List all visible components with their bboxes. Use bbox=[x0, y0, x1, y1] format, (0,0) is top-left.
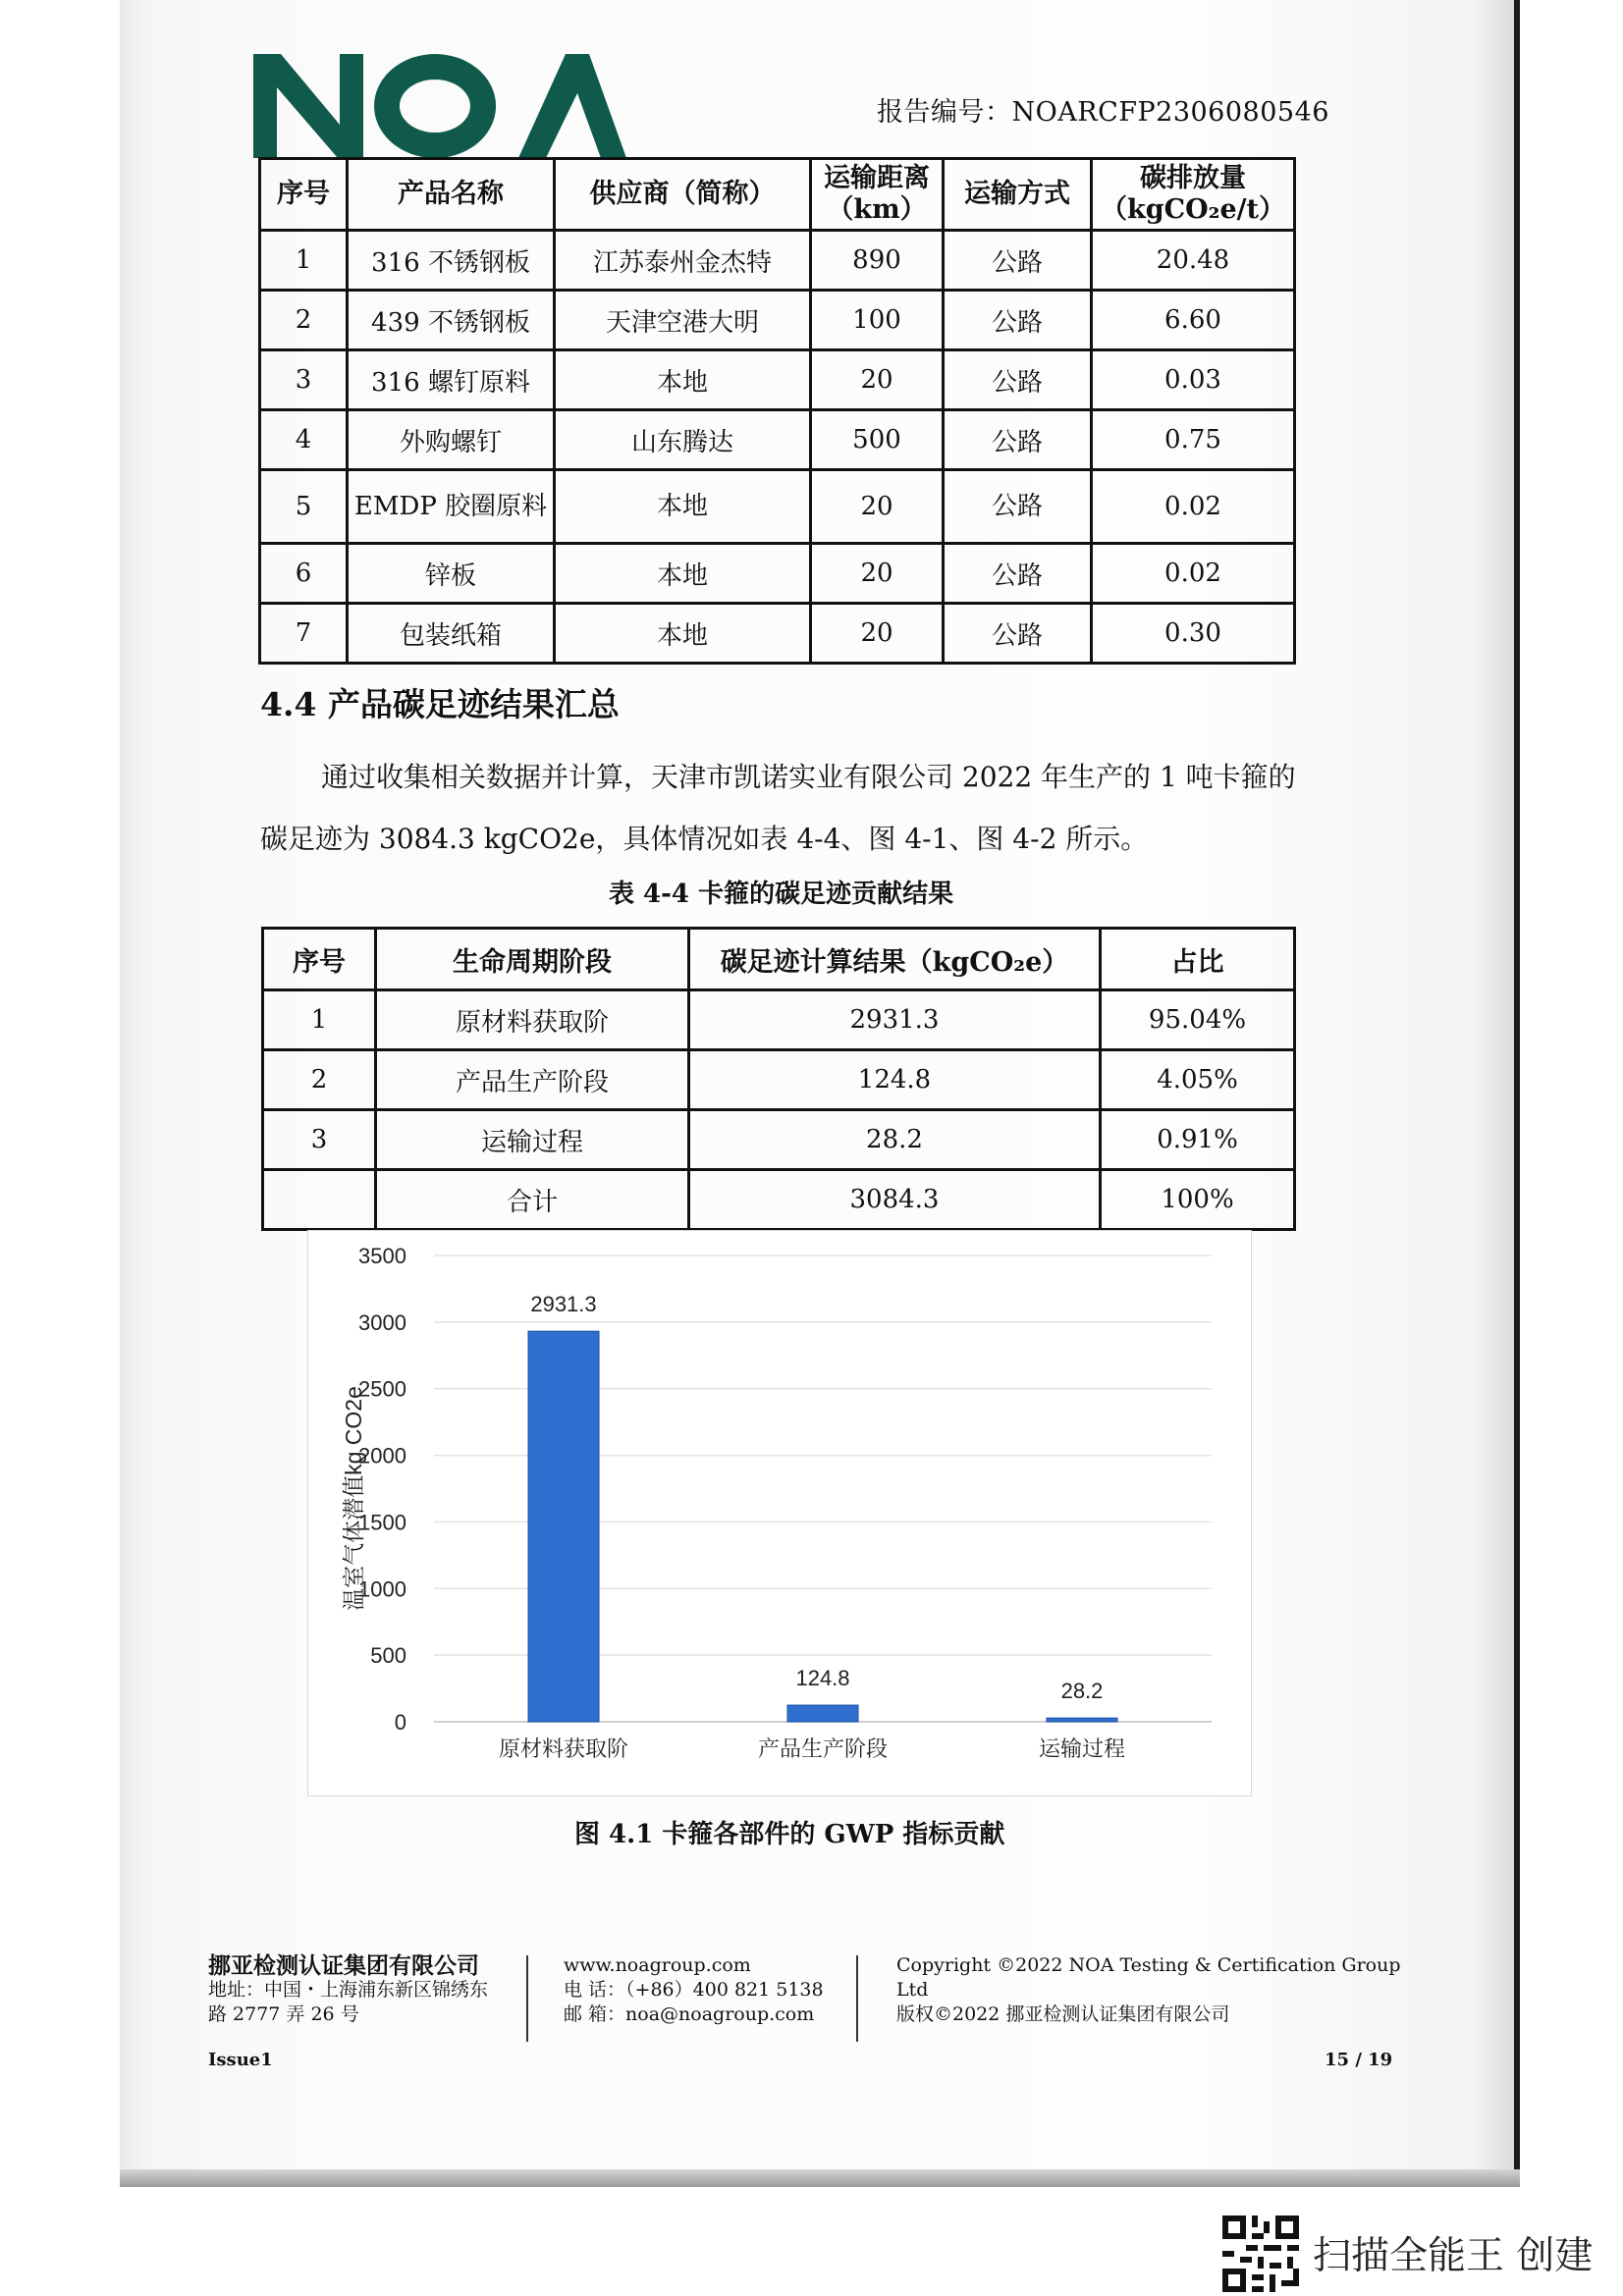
table-row bbox=[260, 470, 1295, 544]
data-label: 124.8 bbox=[795, 1666, 850, 1691]
table-row bbox=[260, 291, 1295, 350]
body-paragraph bbox=[260, 746, 1301, 870]
table-cell: 20 bbox=[811, 470, 944, 544]
table-row bbox=[260, 350, 1295, 410]
table-cell: 5 bbox=[260, 470, 348, 544]
report-number: 报告编号：NOARCFP2306080546 bbox=[877, 97, 1329, 128]
table-cell: 28.2 bbox=[689, 1110, 1101, 1170]
table-cell: 100% bbox=[1101, 1170, 1295, 1230]
table-cell: 1 bbox=[263, 990, 376, 1050]
table-cell: 0.03 bbox=[1092, 350, 1295, 410]
bar bbox=[787, 1705, 858, 1722]
table-row bbox=[260, 604, 1295, 664]
table-row bbox=[260, 410, 1295, 470]
table-cell: 产品生产阶段 bbox=[376, 1050, 689, 1110]
bar bbox=[1047, 1718, 1117, 1722]
table-cell: 0.02 bbox=[1092, 544, 1295, 604]
table-cell: 包装纸箱 bbox=[348, 604, 555, 664]
table-cell bbox=[263, 1170, 376, 1230]
footer-phone: 电 话：（+86）400 821 5138 bbox=[564, 1979, 824, 2001]
data-label: 2931.3 bbox=[530, 1292, 597, 1317]
footer-copyright-en: Copyright ©2022 NOA Testing & Certification Group Ltd bbox=[896, 1954, 1401, 2001]
table-cell: 316 不锈钢板 bbox=[348, 231, 555, 291]
scan-edge bbox=[1514, 0, 1520, 2187]
table-cell: 6 bbox=[260, 544, 348, 604]
table-cell: 外购螺钉 bbox=[348, 410, 555, 470]
header-cell: 供应商（简称） bbox=[555, 159, 811, 231]
table-cell: 0.91% bbox=[1101, 1110, 1295, 1170]
table-row bbox=[263, 1110, 1295, 1170]
table-caption: 表 4-4 卡箍的碳足迹贡献结果 bbox=[609, 880, 954, 909]
figure-caption: 图 4.1 卡箍各部件的 GWP 指标贡献 bbox=[574, 1820, 1005, 1849]
table-cell: 4.05% bbox=[1101, 1050, 1295, 1110]
x-tick-label: 原材料获取阶 bbox=[498, 1736, 629, 1761]
gwp-bar-chart bbox=[307, 1230, 1252, 1796]
table-cell: 0.02 bbox=[1092, 470, 1295, 544]
table-cell: 6.60 bbox=[1092, 291, 1295, 350]
footer-copyright-cn: 版权©2022 挪亚检测认证集团有限公司 bbox=[896, 2003, 1230, 2025]
table-row bbox=[263, 1050, 1295, 1110]
header-cell: 占比 bbox=[1101, 929, 1295, 990]
qr-code-icon bbox=[1222, 2216, 1299, 2292]
issue-label: Issue1 bbox=[208, 2050, 273, 2070]
footer-address-line: 路 2777 弄 26 号 bbox=[208, 2003, 359, 2025]
paragraph-text: 通过收集相关数据并计算，天津市凯诺实业有限公司 2022 年生产的 1 吨卡箍的碳足迹为 3084.3 kgCO2e，具体情况如表 4-4、图 4-1、图 4-2 所示。 bbox=[260, 761, 1296, 855]
x-tick-label: 运输过程 bbox=[1038, 1736, 1126, 1761]
table-cell: 2 bbox=[260, 291, 348, 350]
table-header-row bbox=[263, 929, 1295, 990]
page-number: 15 / 19 bbox=[1325, 2050, 1393, 2070]
table-cell: 公路 bbox=[944, 410, 1092, 470]
header-cell: 序号 bbox=[260, 159, 348, 231]
chart-svg bbox=[308, 1231, 1251, 1795]
table-row bbox=[263, 990, 1295, 1050]
y-tick-label: 3000 bbox=[358, 1309, 406, 1335]
table-cell: 公路 bbox=[944, 231, 1092, 291]
table-cell: 100 bbox=[811, 291, 944, 350]
table-row bbox=[260, 231, 1295, 291]
scanner-watermark: 扫描全能王 创建 bbox=[1313, 2234, 1594, 2278]
y-tick-label: 500 bbox=[370, 1643, 406, 1669]
table-total-row bbox=[263, 1170, 1295, 1230]
table-cell: 3084.3 bbox=[689, 1170, 1101, 1230]
y-axis-label: 温室气体潜值kg CO2e bbox=[341, 1386, 366, 1611]
footer-email: 邮 箱：noa@noagroup.com bbox=[564, 2003, 815, 2025]
table-cell: 原材料获取阶 bbox=[376, 990, 689, 1050]
footer-contact-block bbox=[564, 1953, 848, 2027]
table-cell: 本地 bbox=[555, 470, 811, 544]
footer-divider bbox=[856, 1955, 858, 2042]
header-cell: 产品名称 bbox=[348, 159, 555, 231]
table-cell: 本地 bbox=[555, 544, 811, 604]
footer-company-name: 挪亚检测认证集团有限公司 bbox=[208, 1952, 479, 1979]
table-cell: 439 不锈钢板 bbox=[348, 291, 555, 350]
header-cell: 运输方式 bbox=[944, 159, 1092, 231]
footer-divider bbox=[526, 1955, 528, 2042]
table-cell: 本地 bbox=[555, 604, 811, 664]
table-cell: 95.04% bbox=[1101, 990, 1295, 1050]
footer-copyright-block bbox=[896, 1953, 1407, 2027]
table-cell: 运输过程 bbox=[376, 1110, 689, 1170]
table-cell: 0.30 bbox=[1092, 604, 1295, 664]
table-cell: 江苏泰州金杰特 bbox=[555, 231, 811, 291]
section-heading: 4.4 产品碳足迹结果汇总 bbox=[260, 685, 620, 723]
y-tick-label: 0 bbox=[394, 1710, 406, 1735]
table-cell: 20.48 bbox=[1092, 231, 1295, 291]
table-cell: 公路 bbox=[944, 604, 1092, 664]
table-row bbox=[260, 544, 1295, 604]
table-cell: 山东腾达 bbox=[555, 410, 811, 470]
result-table bbox=[261, 927, 1296, 1231]
table-cell: 合计 bbox=[376, 1170, 689, 1230]
header-cell: 序号 bbox=[263, 929, 376, 990]
header-cell: 碳排放量（kgCO₂e/t） bbox=[1092, 159, 1295, 231]
y-tick-label: 2000 bbox=[358, 1443, 406, 1468]
table-cell: 锌板 bbox=[348, 544, 555, 604]
table-cell: 1 bbox=[260, 231, 348, 291]
footer-address-line: 地址：中国・上海浦东新区锦绣东 bbox=[208, 1979, 489, 2001]
scan-bottom-edge bbox=[120, 2169, 1520, 2187]
table-cell: 20 bbox=[811, 350, 944, 410]
table-cell: 316 螺钉原料 bbox=[348, 350, 555, 410]
noa-logo bbox=[253, 54, 626, 158]
table-cell: 500 bbox=[811, 410, 944, 470]
table-cell: 124.8 bbox=[689, 1050, 1101, 1110]
header-cell: 生命周期阶段 bbox=[376, 929, 689, 990]
table-cell: 3 bbox=[260, 350, 348, 410]
x-tick-label: 产品生产阶段 bbox=[757, 1736, 889, 1761]
table-cell: 20 bbox=[811, 604, 944, 664]
transport-table bbox=[258, 157, 1296, 665]
y-tick-label: 3500 bbox=[358, 1244, 406, 1268]
bar bbox=[528, 1331, 599, 1722]
footer-company-block bbox=[208, 1953, 513, 2027]
y-tick-label: 2500 bbox=[358, 1376, 406, 1402]
table-cell: 天津空港大明 bbox=[555, 291, 811, 350]
y-tick-label: 1500 bbox=[358, 1510, 406, 1535]
table-cell: 公路 bbox=[944, 544, 1092, 604]
header-cell: 运输距离（km） bbox=[811, 159, 944, 231]
table-cell: 本地 bbox=[555, 350, 811, 410]
table-cell: 公路 bbox=[944, 291, 1092, 350]
header-cell: 碳足迹计算结果（kgCO₂e） bbox=[689, 929, 1101, 990]
data-label: 28.2 bbox=[1060, 1679, 1104, 1704]
y-tick-label: 1000 bbox=[358, 1576, 406, 1602]
table-cell: 公路 bbox=[944, 350, 1092, 410]
table-cell: 2931.3 bbox=[689, 990, 1101, 1050]
table-cell: 4 bbox=[260, 410, 348, 470]
table-cell: 3 bbox=[263, 1110, 376, 1170]
table-cell: 2 bbox=[263, 1050, 376, 1110]
table-cell: 7 bbox=[260, 604, 348, 664]
footer-website: www.noagroup.com bbox=[564, 1954, 751, 1976]
table-header-row bbox=[260, 159, 1295, 231]
logo-text: NOA bbox=[440, 113, 443, 114]
table-cell: 0.75 bbox=[1092, 410, 1295, 470]
table-cell: 20 bbox=[811, 544, 944, 604]
table-cell: EMDP 胶圈原料 bbox=[348, 470, 555, 544]
table-cell: 890 bbox=[811, 231, 944, 291]
table-cell: 公路 bbox=[944, 470, 1092, 544]
logo-glyphs bbox=[253, 54, 626, 158]
